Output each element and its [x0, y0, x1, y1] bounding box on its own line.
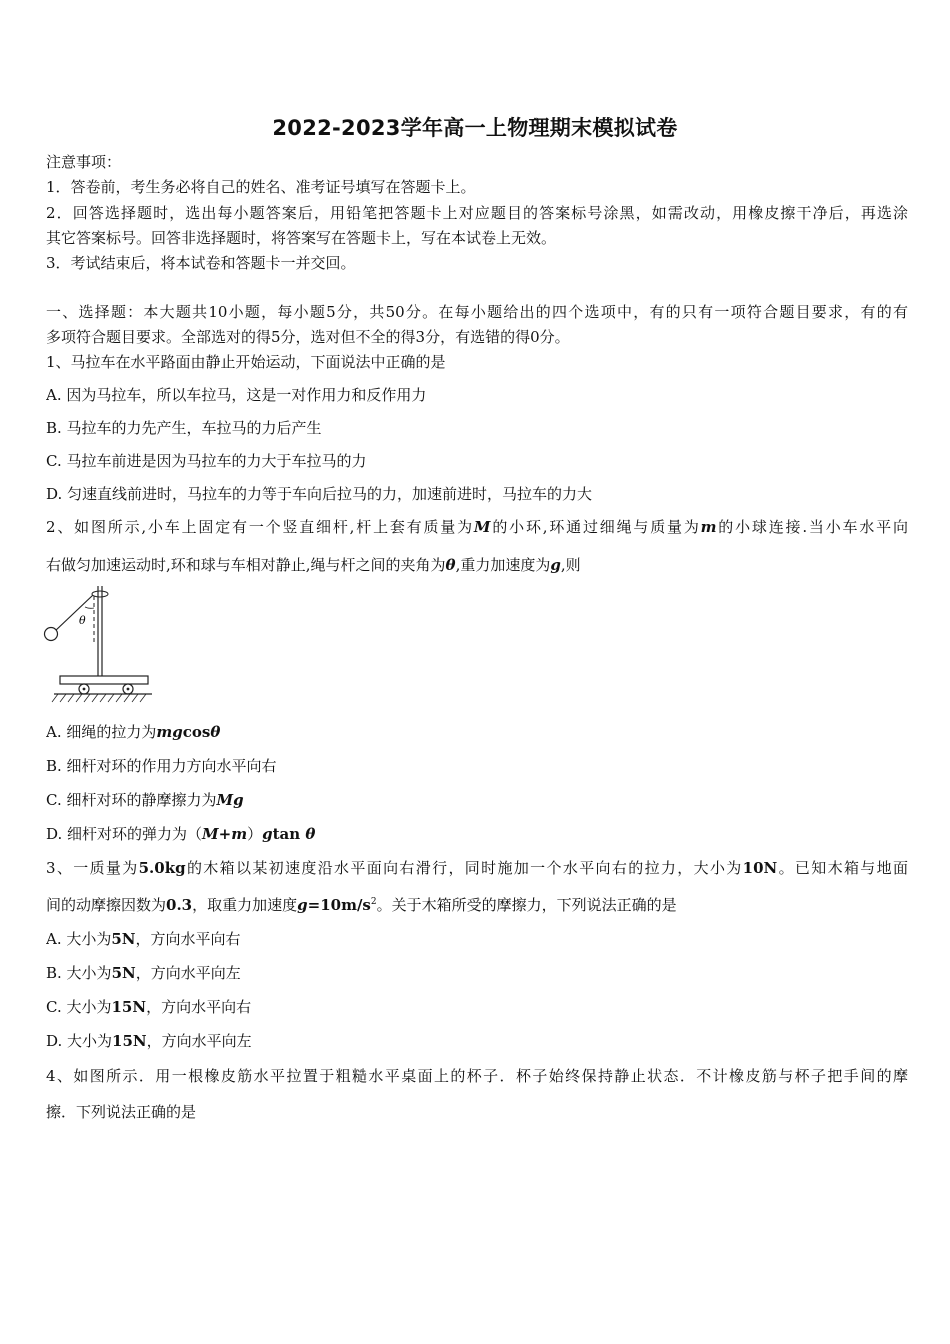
- q3-option-a: A. 大小为5N，方向水平向右: [46, 930, 241, 948]
- notice-item-1: 1．答卷前，考生务必将自己的姓名、准考证号填写在答题卡上。: [46, 178, 476, 196]
- q1-option-d: D. 匀速直线前进时，马拉车的力等于车向后拉马的力，加速前进时，马拉车的力大: [46, 485, 593, 503]
- q2-stem-line-1: 2、如图所示,小车上固定有一个竖直细杆,杆上套有质量为M的小环,环通过细绳与质量为m的小球连接.当小车水平向: [46, 518, 908, 536]
- string: [54, 595, 93, 632]
- q1-option-b: B. 马拉车的力先产生，车拉马的力后产生: [46, 419, 322, 437]
- q2-option-b: B. 细杆对环的作用力方向水平向右: [46, 757, 277, 775]
- ground-hatching: [52, 694, 146, 702]
- notice-heading: 注意事项：: [46, 153, 122, 171]
- ball: [45, 628, 58, 641]
- q2-stem-line-2: 右做匀加速运动时,环和球与车相对静止,绳与杆之间的夹角为θ,重力加速度为g,则: [46, 556, 581, 574]
- notice-item-2-line-2: 其它答案标号。回答非选择题时，将答案写在答题卡上，写在本试卷上无效。: [46, 229, 557, 247]
- q3-stem-line-1: 3、一质量为5.0kg的木箱以某初速度沿水平面向右滑行，同时施加一个水平向右的拉力，大小为10N。已知木箱与地面: [46, 859, 908, 877]
- q3-option-b: B. 大小为5N，方向水平向左: [46, 964, 241, 982]
- q2-option-c: C. 细杆对环的静摩擦力为Mg: [46, 791, 244, 809]
- angle-label: θ: [79, 614, 86, 627]
- notice-item-3: 3．考试结束后，将本试卷和答题卡一并交回。: [46, 254, 356, 272]
- page-title: 2022-2023学年高一上物理期末模拟试卷: [272, 116, 678, 140]
- q4-stem-line-2: 擦．下列说法正确的是: [46, 1103, 197, 1121]
- cart-body: [60, 676, 148, 684]
- angle-arc: [85, 607, 94, 608]
- q2-cart-pendulum-figure: [40, 582, 160, 707]
- notice-item-2-line-1: 2．回答选择题时，选出每小题答案后，用铅笔把答题卡上对应题目的答案标号涂黑，如需改动，用橡皮擦干净后，再选涂: [46, 204, 908, 222]
- q3-option-d: D. 大小为15N，方向水平向左: [46, 1032, 252, 1050]
- section-intro-line-1: 一、选择题：本大题共10小题，每小题5分，共50分。在每小题给出的四个选项中，有的只有一项符合题目要求，有的有: [46, 303, 908, 321]
- q1-option-a: A. 因为马拉车，所以车拉马，这是一对作用力和反作用力: [46, 386, 427, 404]
- section-intro-line-2: 多项符合题目要求。全部选对的得5分，选对但不全的得3分，有选错的得0分。: [46, 328, 570, 346]
- q3-stem-line-2: 间的动摩擦因数为0.3，取重力加速度$g=10m/s^2$。关于木箱所受的摩擦力，下列说法正确的是: [46, 896, 677, 914]
- q1-stem: 1、马拉车在水平路面由静止开始运动，下面说法中正确的是: [46, 353, 446, 371]
- q1-option-c: C. 马拉车前进是因为马拉车的力大于车拉马的力: [46, 452, 367, 470]
- q2-option-a: A. 细绳的拉力为mgcosθ: [46, 723, 221, 741]
- q2-option-d: D. 细杆对环的弹力为（M+m）gtan θ: [46, 825, 316, 843]
- q4-stem-line-1: 4、如图所示．用一根橡皮筋水平拉置于粗糙水平桌面上的杯子．杯子始终保持静止状态．不计橡皮筋与杯子把手间的摩: [46, 1067, 908, 1085]
- q3-option-c: C. 大小为15N，方向水平向右: [46, 998, 252, 1016]
